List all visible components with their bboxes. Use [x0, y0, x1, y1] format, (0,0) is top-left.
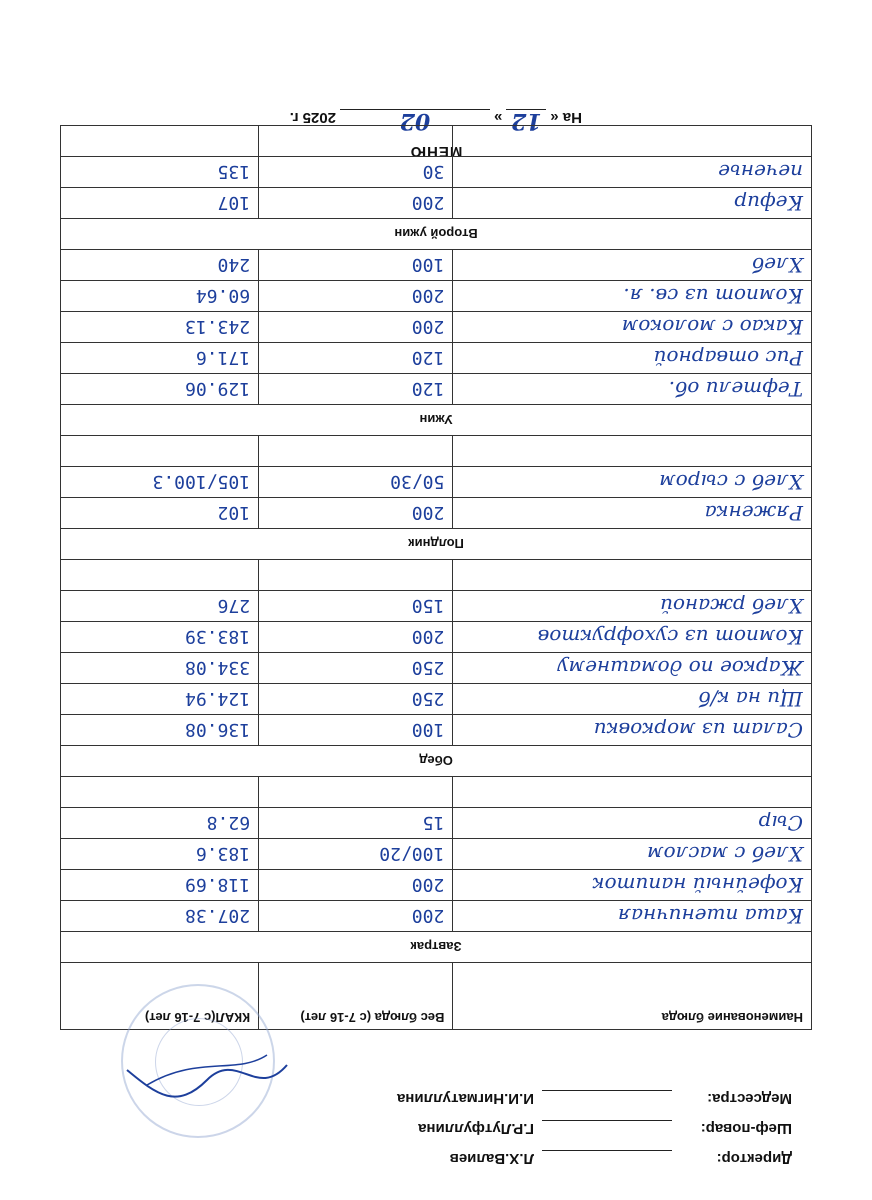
dish-cell: Сыр	[453, 808, 812, 839]
dish-cell: Жаркое по домашнему	[453, 653, 812, 684]
menu-title: МЕНЮ	[409, 143, 463, 160]
table-row	[61, 901, 812, 932]
table-row	[61, 467, 812, 498]
weight-cell: 250	[259, 684, 453, 715]
dish-cell: Компот из св. я.	[453, 281, 812, 312]
kcal-cell	[61, 436, 259, 467]
signature-name: И.И.Нигматуллина	[397, 1090, 534, 1107]
date-year: 2025	[302, 109, 336, 126]
dish-cell: Рис отварной	[453, 343, 812, 374]
section-row	[61, 746, 812, 777]
kcal-cell: 207.38	[61, 901, 259, 932]
table-row	[61, 250, 812, 281]
dish-cell: Кефир	[453, 188, 812, 219]
weight-cell: 200	[259, 281, 453, 312]
kcal-cell: 60.64	[61, 281, 259, 312]
signature-role: Медсестра:	[707, 1090, 792, 1107]
table-row	[61, 560, 812, 591]
kcal-cell	[61, 126, 259, 157]
dish-cell: Хлеб ржаной	[453, 591, 812, 622]
kcal-cell: 135	[61, 157, 259, 188]
date-prefix: На «	[550, 109, 582, 126]
kcal-cell: 107	[61, 188, 259, 219]
table-row	[61, 281, 812, 312]
weight-cell: 15	[259, 808, 453, 839]
signature-line	[542, 1150, 672, 1171]
weight-cell: 200	[259, 312, 453, 343]
weight-cell: 100	[259, 250, 453, 281]
section-title: Второй ужин	[61, 219, 812, 250]
table-row	[61, 126, 812, 157]
weight-cell: 150	[259, 591, 453, 622]
kcal-cell: 276	[61, 591, 259, 622]
table-row	[61, 498, 812, 529]
table-row	[61, 839, 812, 870]
section-title: Завтрак	[61, 932, 812, 963]
dish-cell: Какао с молоком	[453, 312, 812, 343]
dish-cell: Щи на к/б	[453, 684, 812, 715]
dish-cell: Компот из сухофруктов	[453, 622, 812, 653]
col-dish-header: Наименование блюда	[453, 963, 812, 1030]
kcal-cell: 183.39	[61, 622, 259, 653]
section-title: Обед	[61, 746, 812, 777]
date-month: 02	[340, 109, 490, 130]
kcal-cell: 118.69	[61, 870, 259, 901]
dish-cell: Ряженка	[453, 498, 812, 529]
table-row	[61, 715, 812, 746]
date-year-suffix: г.	[289, 109, 299, 126]
kcal-cell: 171.6	[61, 343, 259, 374]
kcal-cell: 105/100.3	[61, 467, 259, 498]
kcal-cell: 62.8	[61, 808, 259, 839]
kcal-cell	[61, 777, 259, 808]
table-row	[61, 808, 812, 839]
dish-cell: Салат из морковки	[453, 715, 812, 746]
weight-cell: 200	[259, 870, 453, 901]
signature-row	[72, 1150, 792, 1180]
weight-cell: 50/30	[259, 467, 453, 498]
signature-role: Шеф-повар:	[700, 1120, 792, 1137]
table-row	[61, 684, 812, 715]
signature-line	[542, 1120, 672, 1141]
menu-body	[61, 126, 812, 963]
signature-block	[72, 1090, 792, 1180]
date-day: 12	[506, 109, 546, 130]
dish-cell: Хлеб с маслом	[453, 839, 812, 870]
weight-cell: 200	[259, 622, 453, 653]
dish-cell: Тефтели об.	[453, 374, 812, 405]
signature-name: Л.Х.Валиев	[449, 1150, 534, 1167]
table-row	[61, 157, 812, 188]
signature-line	[542, 1090, 672, 1111]
section-row	[61, 219, 812, 250]
weight-cell: 30	[259, 157, 453, 188]
table-row	[61, 591, 812, 622]
col-weight-header: Вес блюда (с 7-16 лет)	[259, 963, 453, 1030]
weight-cell: 200	[259, 901, 453, 932]
weight-cell: 200	[259, 188, 453, 219]
table-row	[61, 436, 812, 467]
table-row	[61, 653, 812, 684]
signature-row	[72, 1090, 792, 1120]
table-row	[61, 312, 812, 343]
signature-row	[72, 1120, 792, 1150]
kcal-cell: 243.13	[61, 312, 259, 343]
date-quote-close: »	[493, 109, 503, 126]
kcal-cell: 183.6	[61, 839, 259, 870]
dish-cell	[453, 436, 812, 467]
dish-cell	[453, 126, 812, 157]
signature-name: Г.Р.Лутфуллина	[418, 1120, 534, 1137]
section-row	[61, 529, 812, 560]
weight-cell: 120	[259, 343, 453, 374]
kcal-cell: 240	[61, 250, 259, 281]
kcal-cell: 124.94	[61, 684, 259, 715]
table-row	[61, 870, 812, 901]
section-title: Ужин	[61, 405, 812, 436]
dish-cell: Каша пшеничная	[453, 901, 812, 932]
dish-cell: Хлеб	[453, 250, 812, 281]
weight-cell: 100	[259, 715, 453, 746]
dish-cell	[453, 560, 812, 591]
signature-role: Директор:	[716, 1150, 792, 1167]
kcal-cell	[61, 560, 259, 591]
table-row	[61, 622, 812, 653]
weight-cell: 120	[259, 374, 453, 405]
weight-cell	[259, 436, 453, 467]
kcal-cell: 129.06	[61, 374, 259, 405]
section-row	[61, 932, 812, 963]
section-row	[61, 405, 812, 436]
weight-cell: 250	[259, 653, 453, 684]
dish-cell: Хлеб с сыром	[453, 467, 812, 498]
weight-cell	[259, 126, 453, 157]
table-row	[61, 343, 812, 374]
dish-cell	[453, 777, 812, 808]
kcal-cell: 334.08	[61, 653, 259, 684]
menu-table	[60, 125, 812, 1030]
dish-cell: Кофейный напиток	[453, 870, 812, 901]
kcal-cell: 102	[61, 498, 259, 529]
table-row	[61, 188, 812, 219]
weight-cell	[259, 777, 453, 808]
kcal-cell: 136.08	[61, 715, 259, 746]
col-kcal-header: ККАЛ(с 7-16 лет)	[61, 963, 259, 1030]
table-row	[61, 374, 812, 405]
weight-cell: 200	[259, 498, 453, 529]
section-title: Полдник	[61, 529, 812, 560]
dish-cell: печенье	[453, 157, 812, 188]
weight-cell: 100/20	[259, 839, 453, 870]
table-row	[61, 777, 812, 808]
weight-cell	[259, 560, 453, 591]
